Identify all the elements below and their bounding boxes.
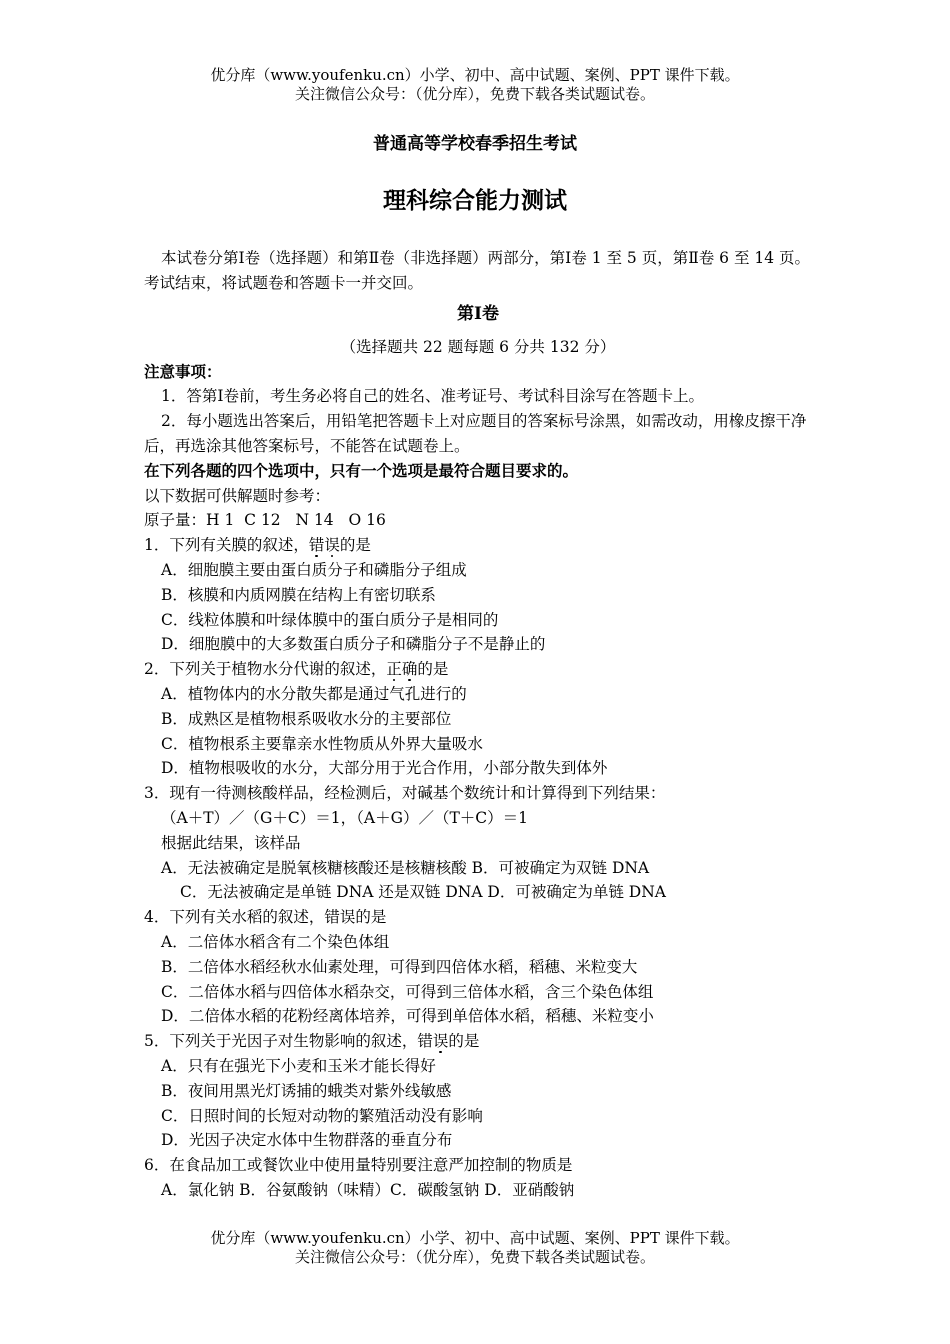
question-2-stem [144, 657, 812, 682]
question-1-option-c: C．线粒体膜和叶绿体膜中的蛋白质分子是相同的 [161, 610, 499, 629]
question-4-option-d: D．二倍体水稻的花粉经离体培养，可得到单倍体水稻，稻穗、米粒变小 [161, 1007, 654, 1026]
exam-name: 普通高等学校春季招生考试 [373, 134, 577, 154]
question-2-stem-text: 2．下列关于植物水分代谢的叙述， [144, 660, 387, 679]
question-4-option-b: B．二倍体水稻经秋水仙素处理，可得到四倍体水稻，稻穗、米粒变大 [161, 957, 638, 976]
question-5-option-b: B．夜间用黑光灯诱捕的蛾类对紫外线敏感 [161, 1081, 452, 1100]
question-1-stem-text: 1．下列有关膜的叙述， [144, 536, 309, 555]
question-3-lead: 根据此结果，该样品 [161, 833, 301, 852]
question-5-option-d: D．光因子决定水体中生物群落的垂直分布 [161, 1131, 453, 1150]
question-2-stem-end: 的是 [417, 660, 449, 679]
question-1-stem-end: 的是 [339, 536, 371, 555]
question-5-option-a: A．只有在强光下小麦和玉米才能长得好 [161, 1056, 436, 1075]
page-footer [0, 1229, 950, 1267]
header-line-1: 优分库（www.youfenku.cn）小学、初中、高中试题、案例、PPT 课件下载。 [210, 66, 740, 84]
question-5-stem-text: 5．下列关于光因子对生物影响的叙述，错 [144, 1032, 433, 1051]
reference-note: 以下数据可供解题时参考： [144, 486, 331, 505]
footer-line-2: 关注微信公众号：（优分库），免费下载各类试题试卷。 [294, 1248, 655, 1266]
question-5-stem [144, 1029, 812, 1054]
question-3-options-row-1: A．无法被确定是脱氧核糖核酸还是核糖核酸 B．可被确定为双链 DNA [161, 858, 650, 877]
emphasis-char: 误 [324, 536, 340, 555]
atomic-mass: 原子量：H 1 C 12 N 14 O 16 [144, 511, 386, 530]
subject-title: 理科综合能力测试 [383, 187, 567, 214]
question-1-stem [144, 533, 812, 558]
header-line-2: 关注微信公众号：（优分库），免费下载各类试题试卷。 [294, 85, 655, 103]
emphasis-char: 误 [432, 1032, 449, 1051]
part-1-subtitle: （选择题共 22 题每题 6 分共 132 分） [340, 337, 616, 356]
question-1-option-d: D．细胞膜中的大多数蛋白质分子和磷脂分子不是静止的 [161, 635, 546, 654]
emphasis-char: 正 [386, 660, 402, 679]
emphasis-char: 错 [308, 536, 325, 555]
part-1-title: 第Ⅰ卷 [457, 304, 499, 324]
question-2-option-d: D．植物根吸收的水分，大部分用于光合作用，小部分散失到体外 [161, 759, 608, 778]
question-5-stem-end: 的是 [448, 1032, 480, 1051]
question-5-option-c: C．日照时间的长短对动物的繁殖活动没有影响 [161, 1106, 483, 1125]
instruction: 在下列各题的四个选项中，只有一个选项是最符合题目要求的。 [144, 460, 579, 480]
question-4-stem: 4．下列有关水稻的叙述，错误的是 [144, 908, 387, 927]
intro-paragraph: 本试卷分第Ⅰ卷（选择题）和第Ⅱ卷（非选择题）两部分，第Ⅰ卷 1 至 5 页，第Ⅱ卷 6 至 14 页。考试结束，将试题卷和答题卡一并交回。 [144, 249, 811, 292]
question-2-option-a: A．植物体内的水分散失都是通过气孔进行的 [161, 684, 467, 703]
question-1-option-b: B．核膜和内质网膜在结构上有密切联系 [161, 585, 436, 604]
question-2-option-b: B．成熟区是植物根系吸收水分的主要部位 [161, 709, 452, 728]
note-item-2: 2．每小题选出答案后，用铅笔把答题卡上对应题目的答案标号涂黑，如需改动，用橡皮擦干净后，再选涂其他答案标号，不能答在试题卷上。 [144, 412, 807, 455]
document-body [144, 246, 812, 1203]
question-3-formula: （A＋T）／（G＋C）＝1，（A＋G）／（T＋C）＝1 [161, 808, 529, 827]
page-header [0, 66, 950, 104]
footer-line-1: 优分库（www.youfenku.cn）小学、初中、高中试题、案例、PPT 课件下载。 [210, 1229, 740, 1247]
question-3-stem: 3．现有一待测核酸样品，经检测后，对碱基个数统计和计算得到下列结果： [144, 784, 666, 803]
emphasis-char: 确 [401, 660, 418, 679]
question-3-options-row-2: C．无法被确定是单链 DNA 还是双链 DNA D．可被确定为单链 DNA [180, 883, 666, 902]
question-4-option-c: C．二倍体水稻与四倍体水稻杂交，可得到三倍体水稻，含三个染色体组 [161, 982, 654, 1001]
question-2-option-c: C．植物根系主要靠亲水性物质从外界大量吸水 [161, 734, 483, 753]
notes-heading: 注意事项： [144, 361, 222, 381]
question-6-options: A．氯化钠 B．谷氨酸钠（味精）C．碳酸氢钠 D．亚硝酸钠 [161, 1180, 575, 1199]
question-4-option-a: A．二倍体水稻含有二个染色体组 [161, 932, 390, 951]
question-6-stem: 6．在食品加工或餐饮业中使用量特别要注意严加控制的物质是 [144, 1156, 573, 1175]
question-1-option-a: A．细胞膜主要由蛋白质分子和磷脂分子组成 [161, 560, 467, 579]
note-item-1: 1．答第Ⅰ卷前，考生务必将自己的姓名、准考证号、考试科目涂写在答题卡上。 [161, 387, 704, 406]
